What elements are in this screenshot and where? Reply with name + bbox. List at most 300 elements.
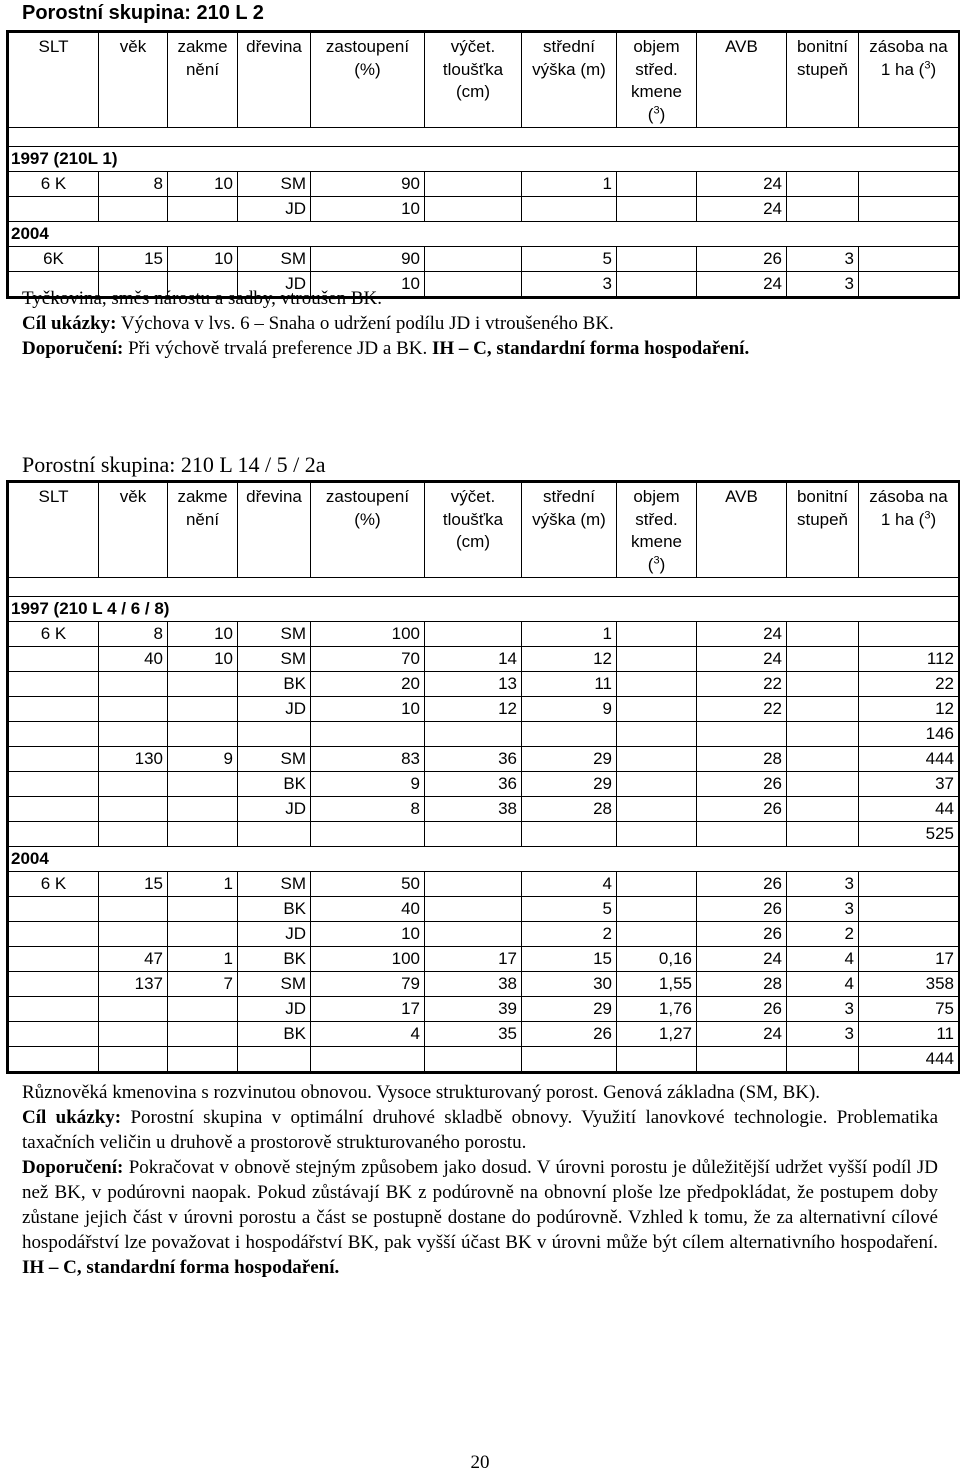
column-header: výčet. tloušťka (cm): [425, 32, 522, 128]
table-cell: 26: [697, 247, 787, 272]
year-row: [8, 847, 960, 872]
table-cell: [168, 997, 238, 1022]
table-cell: [425, 922, 522, 947]
table-row: [8, 947, 960, 972]
column-header: věk: [99, 482, 168, 578]
table-cell: 14: [425, 647, 522, 672]
table-header-row: [8, 482, 960, 578]
table-cell: 10: [311, 272, 425, 298]
table-cell: [859, 172, 960, 197]
table-cell: [617, 647, 697, 672]
table-cell: 1,27: [617, 1022, 697, 1047]
table-cell: 28: [522, 797, 617, 822]
section2-rec-label: Doporučení:: [22, 1157, 124, 1178]
table-cell: JD: [238, 697, 311, 722]
table-cell: 9: [522, 697, 617, 722]
table-cell: [617, 197, 697, 222]
table-cell: [617, 772, 697, 797]
table-cell: 12: [859, 697, 960, 722]
table-cell: 1: [522, 622, 617, 647]
table-cell: [168, 897, 238, 922]
table-cell: SM: [238, 647, 311, 672]
table-cell: BK: [238, 1022, 311, 1047]
table-cell: 4: [787, 947, 859, 972]
column-header: objem střed. kmene ($^3$): [617, 32, 697, 128]
section1-rec-bold: IH – C, standardní forma hospodaření.: [431, 338, 750, 359]
table-cell: [8, 897, 99, 922]
table-cell: 29: [522, 772, 617, 797]
column-header: věk: [99, 32, 168, 128]
table-cell: [8, 722, 99, 747]
table-cell: 6 K: [8, 622, 99, 647]
table-cell: 5: [522, 897, 617, 922]
table-cell: 44: [859, 797, 960, 822]
table-cell: [787, 822, 859, 847]
table-row: [8, 722, 960, 747]
table-cell: 24: [697, 1022, 787, 1047]
table-cell: 17: [859, 947, 960, 972]
table-cell: [8, 797, 99, 822]
section2-table: [6, 480, 960, 1074]
table-cell: 15: [99, 872, 168, 897]
table-cell: 8: [99, 622, 168, 647]
table-row: [8, 647, 960, 672]
table-cell: 444: [859, 747, 960, 772]
table-cell: 15: [99, 247, 168, 272]
table-cell: SM: [238, 747, 311, 772]
table-cell: [8, 672, 99, 697]
table-cell: 10: [168, 622, 238, 647]
table-cell: [859, 922, 960, 947]
table-cell: 40: [311, 897, 425, 922]
table-row: [8, 922, 960, 947]
table-cell: [99, 697, 168, 722]
table-cell: SM: [238, 172, 311, 197]
table-cell: [425, 822, 522, 847]
table-cell: [787, 1047, 859, 1073]
column-header: výčet. tloušťka (cm): [425, 482, 522, 578]
table-cell: 39: [425, 997, 522, 1022]
section1-rec-text: Při výchově trvalá preference JD a BK.: [128, 338, 428, 359]
table-cell: 6 K: [8, 872, 99, 897]
table-cell: BK: [238, 897, 311, 922]
table-cell: [617, 622, 697, 647]
table-row: [8, 797, 960, 822]
year-label: 1997 (210 L 4 / 6 / 8): [8, 597, 960, 622]
column-header: zastoupení (%): [311, 482, 425, 578]
table-cell: 5: [522, 247, 617, 272]
column-header: zakme nění: [168, 32, 238, 128]
table-row: [8, 672, 960, 697]
table-cell: [99, 722, 168, 747]
table-cell: [311, 822, 425, 847]
section2-goal: [22, 1105, 938, 1155]
table-cell: 50: [311, 872, 425, 897]
section1-rec-label: Doporučení:: [22, 338, 124, 359]
column-header: AVB: [697, 32, 787, 128]
table-cell: [617, 722, 697, 747]
table-cell: [697, 722, 787, 747]
table-cell: [8, 647, 99, 672]
section1-description: [22, 286, 938, 361]
table-cell: 26: [697, 997, 787, 1022]
table-row: [8, 897, 960, 922]
table-cell: 30: [522, 972, 617, 997]
table-cell: [425, 872, 522, 897]
table-cell: [425, 172, 522, 197]
table-cell: [859, 247, 960, 272]
table-row: [8, 622, 960, 647]
table-row: [8, 697, 960, 722]
table-cell: 38: [425, 797, 522, 822]
table-cell: 3: [787, 247, 859, 272]
table-cell: 1: [168, 872, 238, 897]
table-cell: 22: [859, 672, 960, 697]
table-cell: 26: [697, 922, 787, 947]
table-cell: [8, 772, 99, 797]
table-cell: 10: [168, 172, 238, 197]
table-cell: 11: [859, 1022, 960, 1047]
table-cell: SM: [238, 972, 311, 997]
table-cell: [8, 197, 99, 222]
table-cell: 17: [311, 997, 425, 1022]
table-cell: 12: [425, 697, 522, 722]
table-cell: 70: [311, 647, 425, 672]
table-cell: [168, 922, 238, 947]
section2-rec-bold: IH – C, standardní forma hospodaření.: [22, 1257, 340, 1278]
table-cell: [168, 697, 238, 722]
table-cell: 10: [311, 197, 425, 222]
table-cell: [168, 722, 238, 747]
table-cell: 28: [697, 747, 787, 772]
table-cell: [8, 1047, 99, 1073]
table-row: [8, 197, 960, 222]
section2-description: [22, 1080, 938, 1280]
table-cell: 4: [787, 972, 859, 997]
page-number: 20: [470, 1452, 490, 1473]
table-cell: 2: [522, 922, 617, 947]
table-cell: 100: [311, 622, 425, 647]
table-cell: [859, 897, 960, 922]
table-cell: [168, 797, 238, 822]
table-cell: [425, 897, 522, 922]
table-cell: 13: [425, 672, 522, 697]
table-cell: [168, 1047, 238, 1073]
table-cell: 9: [311, 772, 425, 797]
table-cell: [425, 1047, 522, 1073]
table-cell: JD: [238, 922, 311, 947]
year-label: 2004: [8, 847, 960, 872]
table-cell: [8, 947, 99, 972]
table-cell: [617, 1047, 697, 1073]
table-cell: [787, 622, 859, 647]
table-cell: 1: [168, 947, 238, 972]
table-cell: 79: [311, 972, 425, 997]
table-cell: 22: [697, 672, 787, 697]
table-cell: 444: [859, 1047, 960, 1073]
table-cell: 75: [859, 997, 960, 1022]
column-header: dřevina: [238, 482, 311, 578]
table-cell: 40: [99, 647, 168, 672]
table-cell: [99, 197, 168, 222]
table-cell: [617, 872, 697, 897]
table-cell: [787, 697, 859, 722]
table-cell: 24: [697, 947, 787, 972]
column-header: SLT: [8, 32, 99, 128]
table-cell: 37: [859, 772, 960, 797]
table-cell: [617, 247, 697, 272]
table-cell: 28: [697, 972, 787, 997]
table-cell: 26: [697, 897, 787, 922]
table-cell: [8, 697, 99, 722]
table-cell: BK: [238, 947, 311, 972]
table-cell: [787, 722, 859, 747]
column-header: objem střed. kmene ($^3$): [617, 482, 697, 578]
table-cell: [522, 1047, 617, 1073]
table-row: [8, 822, 960, 847]
table-cell: 47: [99, 947, 168, 972]
table-cell: 10: [311, 922, 425, 947]
table-cell: [8, 1022, 99, 1047]
table-cell: 3: [787, 897, 859, 922]
section1-recommendation: [22, 336, 938, 361]
table-cell: 26: [697, 772, 787, 797]
table-cell: [787, 747, 859, 772]
table-cell: [787, 197, 859, 222]
table-cell: [617, 797, 697, 822]
table-row: [8, 1022, 960, 1047]
table-cell: 36: [425, 772, 522, 797]
table-cell: [168, 772, 238, 797]
column-header: bonitní stupeň: [787, 32, 859, 128]
table-cell: [238, 722, 311, 747]
table-cell: [522, 722, 617, 747]
table-cell: [617, 822, 697, 847]
table-cell: 15: [522, 947, 617, 972]
section2-recommendation: [22, 1155, 938, 1280]
table-cell: [787, 672, 859, 697]
table-cell: [697, 1047, 787, 1073]
column-header: AVB: [697, 482, 787, 578]
table-row: [8, 247, 960, 272]
table-cell: 17: [425, 947, 522, 972]
spacer-cell: [8, 578, 960, 597]
table-cell: [99, 997, 168, 1022]
table-cell: 8: [99, 172, 168, 197]
table-cell: [238, 1047, 311, 1073]
table-row: [8, 872, 960, 897]
table-cell: 36: [425, 747, 522, 772]
table-cell: 3: [787, 872, 859, 897]
year-label: 1997 (210L 1): [8, 147, 960, 172]
table-cell: 112: [859, 647, 960, 672]
table-cell: JD: [238, 797, 311, 822]
table-cell: [617, 922, 697, 947]
table-cell: 26: [522, 1022, 617, 1047]
table-header-row: [8, 32, 960, 128]
table-cell: [99, 1047, 168, 1073]
table-cell: [311, 722, 425, 747]
table-cell: 90: [311, 172, 425, 197]
table-cell: 10: [168, 647, 238, 672]
column-header: zásoba na 1 ha ($^3$): [859, 32, 960, 128]
table-cell: 100: [311, 947, 425, 972]
table-cell: 525: [859, 822, 960, 847]
table-cell: [99, 772, 168, 797]
table-cell: [8, 747, 99, 772]
table-cell: JD: [238, 272, 311, 298]
table-cell: [787, 797, 859, 822]
year-label: 2004: [8, 222, 960, 247]
table-cell: [859, 622, 960, 647]
table-row: [8, 747, 960, 772]
section2-rec-text: Pokračovat v obnově stejným způsobem jako dosud. V úrovni porostu je důležitější udržet vyšší podíl JD než BK, v podúrovni naopak. Pokud zůstávají BK z podúrovně na obnovní ploše lze předpokládat, že postupem doby zůstane jejich část v úrovni porostu a část se postupně dostane do podúrovně. Vzhled k tomu, že za alternativní cílové hospodářství lze považovat i hospodářství BK, pak vyšší účast BK v úrovni může být cílem alternativního hospodaření.: [22, 1157, 939, 1253]
table-cell: [617, 747, 697, 772]
table-cell: [859, 197, 960, 222]
table-cell: BK: [238, 772, 311, 797]
table-cell: [425, 722, 522, 747]
table-cell: [99, 922, 168, 947]
table-cell: 22: [697, 697, 787, 722]
table-cell: 3: [787, 997, 859, 1022]
table-cell: 130: [99, 747, 168, 772]
table-cell: 4: [311, 1022, 425, 1047]
table-spacer-row: [8, 128, 960, 147]
table-row: [8, 772, 960, 797]
table-cell: [99, 897, 168, 922]
table-cell: SM: [238, 872, 311, 897]
table-cell: [617, 672, 697, 697]
section1-goal: [22, 311, 938, 336]
table-cell: [425, 247, 522, 272]
table-cell: SM: [238, 622, 311, 647]
table-cell: 20: [311, 672, 425, 697]
table-cell: [238, 822, 311, 847]
table-cell: [617, 897, 697, 922]
table-cell: 35: [425, 1022, 522, 1047]
table-cell: 358: [859, 972, 960, 997]
table-cell: 29: [522, 747, 617, 772]
table-cell: 1,76: [617, 997, 697, 1022]
table-cell: [99, 822, 168, 847]
table-cell: SM: [238, 247, 311, 272]
year-row: [8, 147, 960, 172]
table-cell: 26: [697, 872, 787, 897]
table-row: [8, 972, 960, 997]
section2-title: Porostní skupina: 210 L 14 / 5 / 2a: [22, 452, 326, 477]
table-cell: 10: [168, 247, 238, 272]
table-cell: [168, 1022, 238, 1047]
table-cell: [425, 197, 522, 222]
table-cell: [787, 647, 859, 672]
table-cell: 0,16: [617, 947, 697, 972]
table-cell: 137: [99, 972, 168, 997]
table-row: [8, 997, 960, 1022]
table-cell: 24: [697, 197, 787, 222]
year-row: [8, 597, 960, 622]
table-cell: 24: [697, 622, 787, 647]
year-row: [8, 222, 960, 247]
column-header: střední výška (m): [522, 32, 617, 128]
table-cell: 24: [697, 172, 787, 197]
table-cell: [168, 672, 238, 697]
table-cell: 6K: [8, 247, 99, 272]
column-header: střední výška (m): [522, 482, 617, 578]
table-cell: 4: [522, 872, 617, 897]
table-cell: 24: [697, 272, 787, 298]
section2-text: Různověká kmenovina s rozvinutou obnovou. Vysoce strukturovaný porost. Genová základna (SM, BK).: [22, 1082, 821, 1103]
column-header: zastoupení (%): [311, 32, 425, 128]
table-cell: [311, 1047, 425, 1073]
table-cell: 146: [859, 722, 960, 747]
table-row: [8, 172, 960, 197]
table-cell: BK: [238, 672, 311, 697]
table-cell: [787, 772, 859, 797]
table-cell: [8, 922, 99, 947]
spacer-cell: [8, 128, 960, 147]
table-cell: 12: [522, 647, 617, 672]
table-cell: 3: [787, 1022, 859, 1047]
table-cell: 9: [168, 747, 238, 772]
table-cell: [8, 822, 99, 847]
section1-text: Tyčkovina, směs nárostu a sadby, vtroušen BK.: [22, 288, 382, 309]
table-cell: 3: [522, 272, 617, 298]
table-cell: 6 K: [8, 172, 99, 197]
table-spacer-row: [8, 578, 960, 597]
table-row: [8, 1047, 960, 1073]
table-cell: 83: [311, 747, 425, 772]
table-cell: 11: [522, 672, 617, 697]
table-cell: 1: [522, 172, 617, 197]
section1-title: Porostní skupina: 210 L 2: [22, 2, 264, 24]
table-cell: [859, 872, 960, 897]
table-cell: [787, 172, 859, 197]
table-cell: [168, 822, 238, 847]
table-cell: 1,55: [617, 972, 697, 997]
column-header: bonitní stupeň: [787, 482, 859, 578]
section2-goal-text: Porostní skupina v optimální druhové skladbě obnovy. Využití lanovkové technologie. Problematika taxačních veličin u druhově a prostorově strukturovaného porostu.: [22, 1107, 938, 1153]
table-cell: 90: [311, 247, 425, 272]
table-cell: 8: [311, 797, 425, 822]
table-cell: [8, 997, 99, 1022]
table-cell: 29: [522, 997, 617, 1022]
column-header: dřevina: [238, 32, 311, 128]
table-cell: [99, 1022, 168, 1047]
table-cell: [522, 197, 617, 222]
table-cell: JD: [238, 197, 311, 222]
table-cell: JD: [238, 997, 311, 1022]
section1-table: [6, 30, 960, 299]
column-header: SLT: [8, 482, 99, 578]
table-cell: [425, 622, 522, 647]
section1-goal-text: Výchova v lvs. 6 – Snaha o udržení podílu JD i vtroušeného BK.: [120, 313, 614, 334]
table-cell: 7: [168, 972, 238, 997]
table-cell: 24: [697, 647, 787, 672]
table-cell: [8, 972, 99, 997]
section1-goal-label: Cíl ukázky:: [22, 313, 117, 334]
column-header: zásoba na 1 ha ($^3$): [859, 482, 960, 578]
table-cell: [99, 672, 168, 697]
table-cell: 3: [787, 272, 859, 298]
table-cell: [522, 822, 617, 847]
table-cell: 26: [697, 797, 787, 822]
section2-goal-label: Cíl ukázky:: [22, 1107, 122, 1128]
table-cell: [697, 822, 787, 847]
table-cell: 38: [425, 972, 522, 997]
table-cell: [617, 697, 697, 722]
table-cell: [168, 197, 238, 222]
table-cell: [99, 797, 168, 822]
